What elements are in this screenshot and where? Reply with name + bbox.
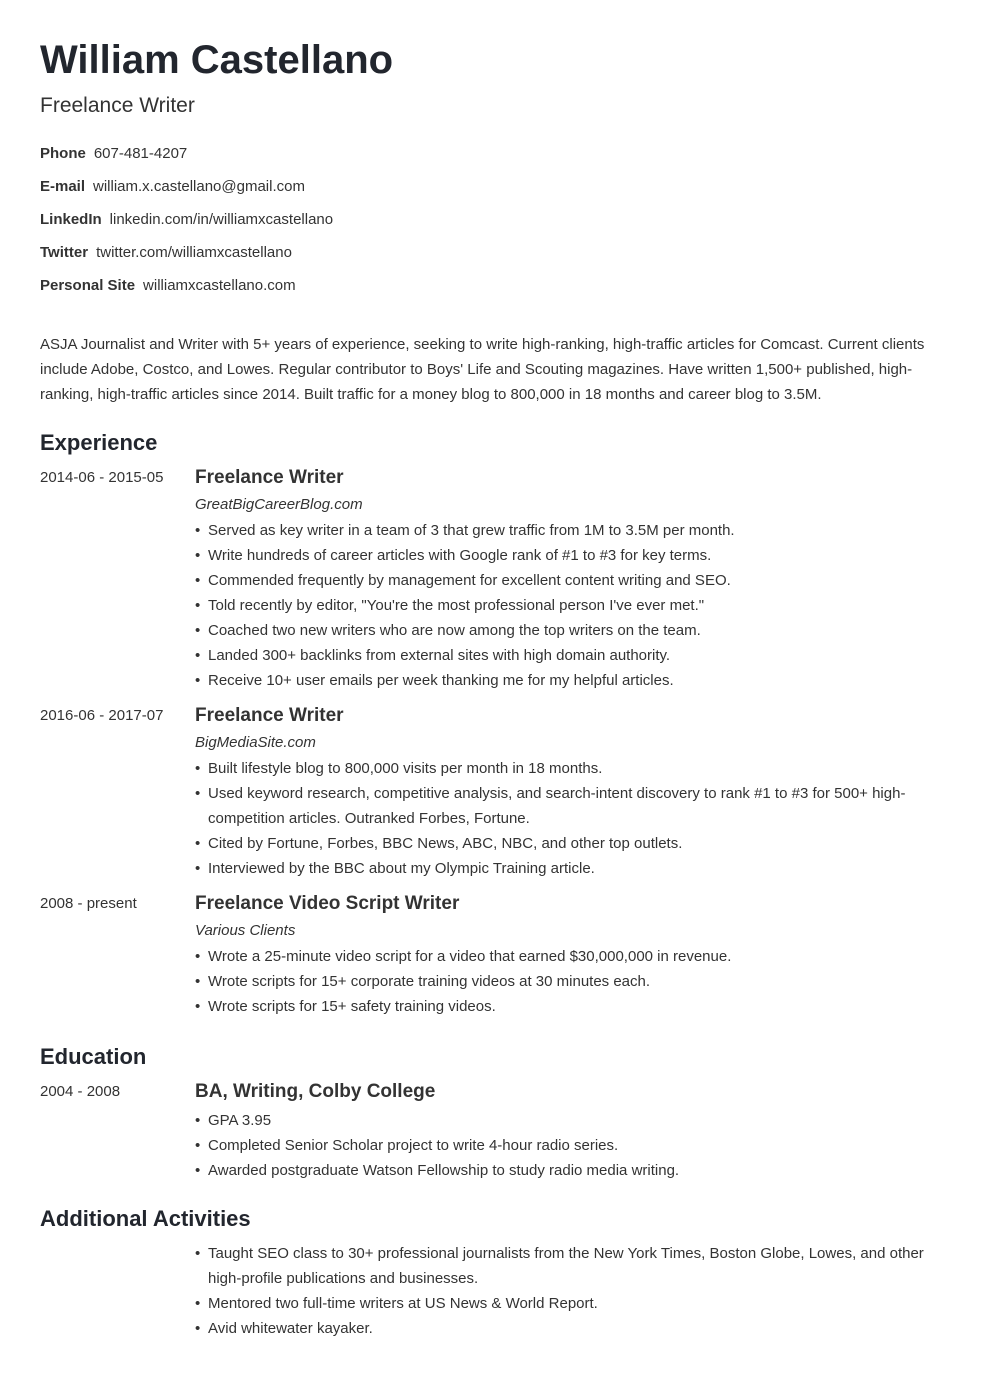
candidate-role: Freelance Writer [40,94,195,117]
entry-dates: 2014-06 - 2015-05 [40,469,164,486]
contact-value: 607-481-4207 [93,145,188,162]
entry-dates-empty [40,1241,195,1341]
job-title: Freelance Writer [195,705,344,726]
contact-label: Phone [40,145,86,162]
activities-entry [40,1241,950,1341]
bullet-item: • Built lifestyle blog to 800,000 visits per month in 18 months. [195,756,950,781]
bullet-item: • Wrote scripts for 15+ corporate training videos at 30 minutes each. [195,969,950,994]
bullet-item: • Served as key writer in a team of 3 that grew traffic from 1M to 3.5M per month. [195,518,950,543]
bullet-item: • Wrote scripts for 15+ safety training videos. [195,994,950,1019]
entry-body [195,891,950,1019]
bullet-item: • Awarded postgraduate Watson Fellowship to study radio media writing. [195,1158,950,1183]
employer-name: GreatBigCareerBlog.com [195,496,363,513]
education-heading: Education [40,1044,147,1069]
entry-body [195,703,950,881]
education-entry [40,1079,950,1183]
contact-label: Personal Site [40,277,136,294]
entry-body [195,1241,950,1341]
bullet-item: • Completed Senior Scholar project to write 4-hour radio series. [195,1133,950,1158]
bullet-item: • Write hundreds of career articles with Google rank of #1 to #3 for key terms. [195,543,950,568]
job-title: Freelance Writer [195,467,344,488]
bullet-item: • Receive 10+ user emails per week thanking me for my helpful articles. [195,668,950,693]
bullet-item: • Wrote a 25-minute video script for a video that earned $30,000,000 in revenue. [195,944,950,969]
contact-value: williamxcastellano.com [143,277,296,294]
bullet-item: • Avid whitewater kayaker. [195,1316,950,1341]
bullet-item: • Used keyword research, competitive analysis, and search-intent discovery to rank #1 to #3 for 500+ high-competition articles. Outranked Forbes, Fortune. [195,781,950,831]
experience-list [40,465,950,1019]
contact-value: william.x.castellano@gmail.com [93,178,305,195]
contact-value: twitter.com/williamxcastellano [96,244,292,261]
bullet-item: • Told recently by editor, "You're the most professional person I've ever met." [195,593,950,618]
bullet-item: • Landed 300+ backlinks from external sites with high domain authority. [195,643,950,668]
degree-title: BA, Writing, Colby College [195,1081,436,1102]
entry-body [195,1079,950,1183]
contact-phone [40,137,950,170]
contact-label: E-mail [40,178,86,195]
employer-name: Various Clients [195,922,296,939]
entry-dates: 2008 - present [40,895,137,912]
bullet-item: • Coached two new writers who are now among the top writers on the team. [195,618,950,643]
experience-entry [40,465,950,693]
bullet-item: • Interviewed by the BBC about my Olympic Training article. [195,856,950,881]
bullet-list [195,944,950,1019]
bullet-item: • Commended frequently by management for excellent content writing and SEO. [195,568,950,593]
bullet-item: • Mentored two full-time writers at US News & World Report. [195,1291,950,1316]
contact-linkedin [40,203,950,236]
bullet-list [195,518,950,693]
activities-list [40,1241,950,1341]
contact-label: LinkedIn [40,211,102,228]
bullet-list [195,1108,950,1183]
candidate-name: William Castellano [40,38,394,82]
bullet-item: • Cited by Fortune, Forbes, BBC News, ABC, NBC, and other top outlets. [195,831,950,856]
bullet-list [195,756,950,881]
profile-summary: ASJA Journalist and Writer with 5+ years of experience, seeking to write high-ranking, high-traffic articles for Comcast. Current clients include Adobe, Costco, and Lowes. Regular contributor to Boys' Life and Scouting magazines. Have written 1,500+ published, high-ranking, high-traffic articles since 2014. Built traffic for a money blog to 800,000 in 18 months and career blog to 3.5M. [40,336,925,403]
contact-value: linkedin.com/in/williamxcastellano [109,211,334,228]
experience-heading: Experience [40,430,158,455]
education-list [40,1079,950,1183]
entry-dates: 2004 - 2008 [40,1083,121,1100]
activities-heading: Additional Activities [40,1206,251,1231]
contact-personal-site [40,269,950,302]
contact-label: Twitter [40,244,89,261]
contact-email [40,170,950,203]
entry-body [195,465,950,693]
experience-entry [40,891,950,1019]
bullet-item: • GPA 3.95 [195,1108,950,1133]
job-title: Freelance Video Script Writer [195,893,460,914]
experience-entry [40,703,950,881]
contact-list [40,137,950,302]
contact-twitter [40,236,950,269]
bullet-item: • Taught SEO class to 30+ professional journalists from the New York Times, Boston Globe, Lowes, and other high-profile publications and businesses. [195,1241,950,1291]
entry-dates: 2016-06 - 2017-07 [40,707,164,724]
bullet-list [195,1241,950,1341]
employer-name: BigMediaSite.com [195,734,316,751]
